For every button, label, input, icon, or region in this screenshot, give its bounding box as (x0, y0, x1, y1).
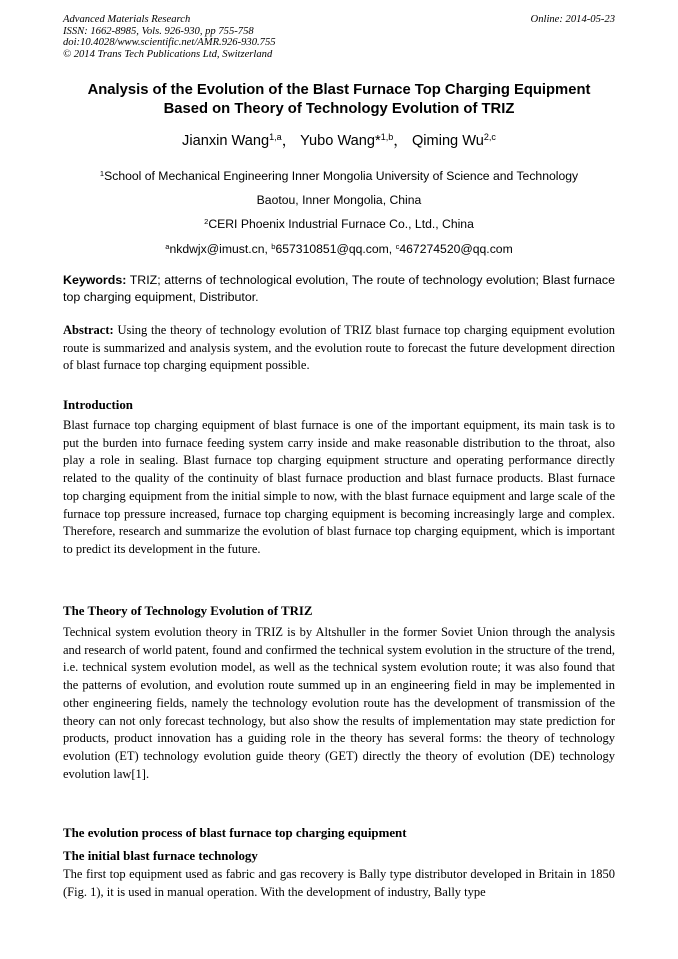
email-b: 657310851@qq.com, (275, 242, 396, 256)
email-a-marker: a (165, 241, 170, 251)
email-c-marker: c (395, 241, 400, 251)
title-line-2: Based on Theory of Technology Evolution of TRIZ (163, 101, 515, 117)
author-separator: ， (281, 133, 297, 149)
copyright-line: © 2014 Trans Tech Publications Ltd, Switzerland (63, 48, 273, 60)
title-line-1: Analysis of the Evolution of the Blast Furnace Top Charging Equipment (87, 82, 591, 98)
author-3-affil: 2,c (483, 132, 496, 143)
abstract-text: Using the theory of technology evolution of TRIZ blast furnace top charging equipment evolution route is summarized and analysis system, and the evolution route to forecast the future development direction of blast furnace top charging equipment possible. (63, 323, 615, 373)
section-heading-evolution-process: The evolution process of blast furnace top charging equipment (63, 826, 407, 840)
email-a: nkdwjx@imust.cn, (169, 242, 272, 256)
affiliation-1 (40, 168, 638, 184)
abstract-label: Abstract: (63, 323, 114, 337)
author-list (40, 131, 638, 151)
author-1-name: Jianxin Wang (182, 133, 270, 149)
author-1-affil: 1,a (269, 132, 282, 143)
affiliation-1-line-1: School of Mechanical Engineering Inner Mongolia University of Science and Technology (104, 169, 579, 183)
journal-name: Advanced Materials Research (63, 14, 191, 25)
abstract-paragraph (63, 322, 615, 375)
author-separator: ， (393, 133, 408, 149)
author-3-name: Qiming Wu (411, 133, 484, 149)
initial-technology-paragraph: The first top equipment used as fabric and gas recovery is Bally type distributor developed in Britain in 1850 (Fig. 1), it is used in manual operation. With the development of industry, Bally type (63, 867, 615, 899)
doi-line: doi:10.4028/www.scientific.net/AMR.926-930.755 (63, 37, 276, 48)
email-b-marker: b (271, 241, 276, 251)
journal-header (63, 14, 615, 60)
section-heading-introduction: Introduction (63, 398, 133, 412)
email-line (40, 241, 638, 257)
author-2-affil: 1,b (380, 132, 394, 143)
subsection-heading-initial-technology: The initial blast furnace technology (63, 849, 258, 863)
paper-title (50, 81, 628, 119)
affiliation-2-marker: 2 (204, 216, 209, 226)
issn-line: ISSN: 1662-8985, Vols. 926-930, pp 755-758 (63, 25, 254, 37)
online-date: Online: 2014-05-23 (530, 14, 615, 25)
theory-paragraph: Technical system evolution theory in TRIZ is by Altshuller in the former Soviet Union through the analysis and research of world patent, found and confirmed the technical system evolution in the structure of the trend, i.e. technical system evolution model, as well as the technical system evolution route; it was also found that the patterns of evolution, and evolution route summed up in an engineering field in may be implemented in other engineering fields, namely the technology evolution route has the development of transmission of the theory can not only forecast technology, but also show the results of implementation may state prediction for products, product innovation has a guiding role in the theory has several forms: the theory of technology evolution (ET) technology evolution guide theory (GET) directly the theory of evolution (DE) technology evolution law[1]. (63, 625, 615, 781)
affiliation-2-text: CERI Phoenix Industrial Furnace Co., Ltd., China (208, 217, 474, 231)
section-heading-theory: The Theory of Technology Evolution of TRIZ (63, 604, 313, 618)
keywords-label: Keywords: (63, 273, 127, 287)
affiliation-1-location: Baotou, Inner Mongolia, China (256, 193, 422, 207)
email-c: 467274520@qq.com (399, 242, 513, 256)
introduction-paragraph: Blast furnace top charging equipment of blast furnace is one of the important equipment, its main task is to put the burden into furnace feeding system carry inside and make reasonable distribution to the throat, also play a role in sealing. Blast furnace top charging equipment structure and operating performance directly related to the quality of the continuity of blast furnace production and blast furnace products. Blast furnace top charging equipment from the initial simple to now, with the blast furnace equipment and large scale of the furnace top pressure increased, furnace top charging equipment is becoming increasingly large and complex. Therefore, research and summarize the evolution of blast furnace top charging equipment, which is important to predict its development in the future. (63, 418, 615, 556)
author-2-name: Yubo Wang* (300, 133, 381, 149)
keywords-text: TRIZ; atterns of technological evolution, The route of technology evolution; Blast furnace top charging equipment, Distributor. (63, 273, 615, 304)
affiliation-2 (40, 216, 638, 232)
affiliation-1-marker: 1 (99, 168, 105, 178)
keywords-paragraph (63, 272, 615, 306)
